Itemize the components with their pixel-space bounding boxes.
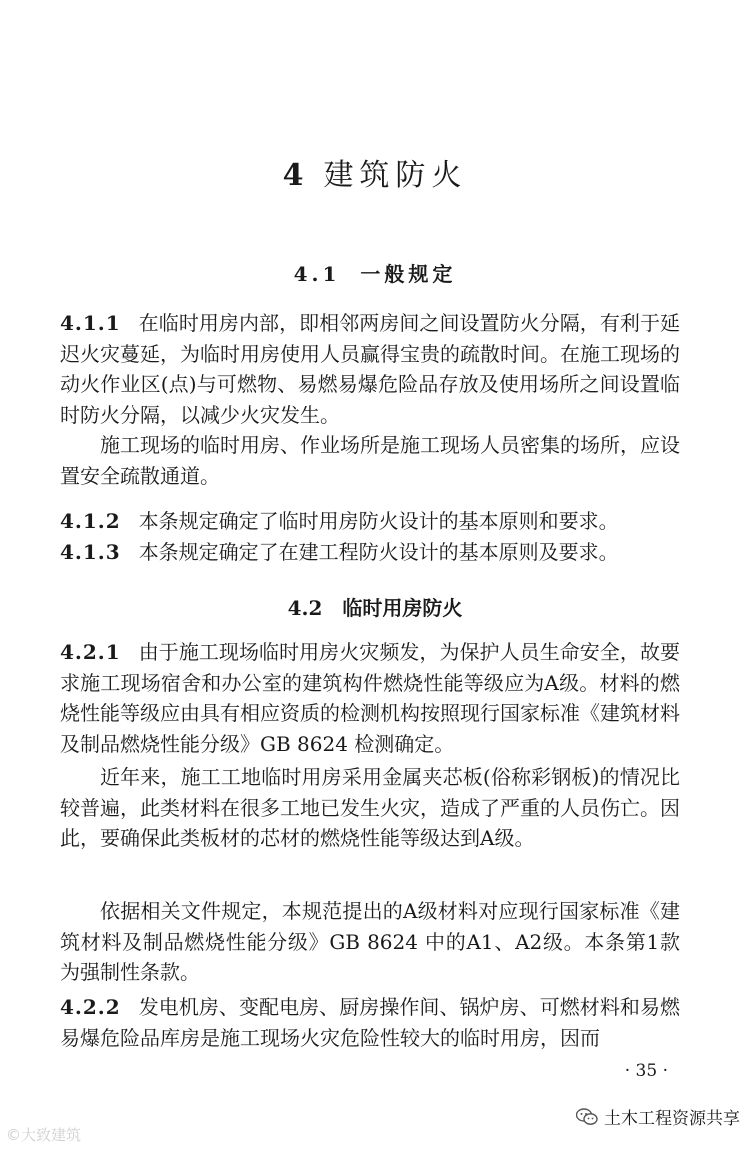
chapter-number: 4: [282, 158, 310, 193]
clause-text: 发电机房、变配电房、厨房操作间、锅炉房、可燃材料和易燃易爆危险品库房是施工现场火灾危险性较大的临时用房，因而: [60, 995, 680, 1050]
wechat-watermark: [576, 1104, 740, 1129]
clause-number: 4.1.2: [60, 509, 121, 533]
clause-paragraph: [60, 637, 680, 759]
chapter-title: [0, 150, 750, 194]
section-heading: [0, 258, 750, 287]
section-name: 临时用房防火: [342, 596, 463, 620]
section-heading: [0, 592, 750, 621]
clause-paragraph: [60, 506, 680, 537]
clause-paragraph: [60, 992, 680, 1053]
wechat-account-name: 土木工程资源共享: [604, 1109, 740, 1129]
clause-number: 4.2.1: [60, 640, 121, 664]
body-paragraph: 施工现场的临时用房、作业场所是施工现场人员密集的场所，应设置安全疏散通道。: [60, 433, 680, 488]
body-paragraph: 近年来，施工工地临时用房采用金属夹芯板(俗称彩钢板)的情况比较普遍，此类材料在很多工地已发生火灾，造成了严重的人员伤亡。因此，要确保此类板材的芯材的燃烧性能等级达到A级。: [60, 765, 680, 850]
section-number: 4.2: [287, 596, 323, 620]
clause-text: 本条规定确定了在建工程防火设计的基本原则及要求。: [138, 540, 619, 564]
clause-paragraph: [60, 537, 680, 568]
wechat-icon: [576, 1108, 598, 1126]
clause-number: 4.2.2: [60, 995, 121, 1019]
page-number: · 35 ·: [624, 1061, 668, 1081]
clause-number: 4.1.3: [60, 540, 121, 564]
watermark-left: ©大致建筑: [6, 1126, 82, 1144]
clause-text: 由于施工现场临时用房火灾频发，为保护人员生命安全，故要求施工现场宿舍和办公室的建筑构件燃烧性能等级应为A级。材料的燃烧性能等级应由具有相应资质的检测机构按照现行国家标准《建筑材料及制品燃烧性能分级》GB 8624 检测确定。: [60, 640, 680, 756]
clause-text: 在临时用房内部，即相邻两房间之间设置防火分隔，有利于延迟火灾蔓延，为临时用房使用人员赢得宝贵的疏散时间。在施工现场的动火作业区(点)与可燃物、易燃易爆危险品存放及使用场所之间设置临时防火分隔，以减少火灾发生。: [60, 311, 680, 427]
body-paragraph: 依据相关文件规定，本规范提出的A级材料对应现行国家标准《建筑材料及制品燃烧性能分级》GB 8624 中的A1、A2级。本条第1款为强制性条款。: [60, 899, 680, 984]
clause-number: 4.1.1: [60, 311, 121, 335]
chapter-name: 建筑防火: [323, 158, 468, 193]
section-name: 一般规定: [360, 262, 457, 286]
section-number: 4.1: [293, 262, 341, 286]
clause-paragraph: [60, 308, 680, 430]
clause-text: 本条规定确定了临时用房防火设计的基本原则和要求。: [138, 509, 619, 533]
